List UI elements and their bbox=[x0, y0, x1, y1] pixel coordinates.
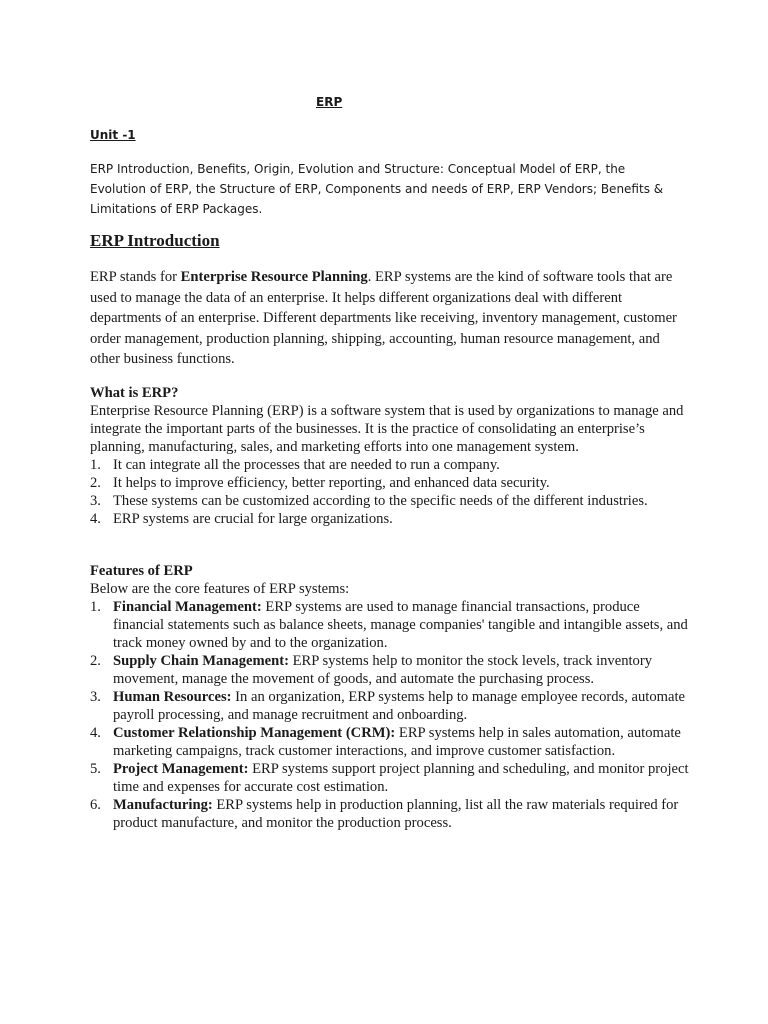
feature-number: 1. bbox=[90, 599, 101, 615]
feature-item bbox=[90, 598, 690, 652]
feature-item bbox=[90, 652, 690, 688]
feature-title: Human Resources: bbox=[113, 689, 232, 705]
intro-rest: . ERP systems are the kind of software tools that are used to manage the data of an enterprise. It helps different organizations deal with different departments of an enterprise. Different departments like receiving, inventory management, customer order management, production planning, shipping, accounting, human resource management, and other business functions. bbox=[90, 269, 677, 368]
intro-lead: ERP stands for bbox=[90, 269, 181, 285]
what-is-erp-section bbox=[90, 384, 690, 528]
feature-title: Manufacturing: bbox=[113, 797, 213, 813]
feature-text: ERP systems are used to manage financial transactions, produce financial statements such as balance sheets, manage companies' tangible and intangible assets, and track money owned by and to the organization. bbox=[113, 599, 688, 651]
feature-text: ERP systems support project planning and scheduling, and monitor project time and expenses for accurate cost estimation. bbox=[113, 761, 689, 795]
feature-text: ERP systems help to monitor the stock levels, track inventory movement, manage the movement of goods, and automate the purchasing process. bbox=[113, 653, 653, 687]
unit-label: Unit -1 bbox=[90, 128, 136, 142]
feature-number: 6. bbox=[90, 797, 101, 813]
list-item bbox=[90, 492, 690, 510]
features-intro: Below are the core features of ERP systems: bbox=[90, 581, 350, 597]
feature-title: Project Management: bbox=[113, 761, 249, 777]
feature-number: 5. bbox=[90, 761, 101, 777]
syllabus-text: ERP Introduction, Benefits, Origin, Evolution and Structure: Conceptual Model of ERP, the Evolution of ERP, the Structure of ERP, Components and needs of ERP, ERP Vendors; Benefits & Limitations of ERP Packages. bbox=[90, 162, 664, 216]
list-item-number: 4. bbox=[90, 511, 101, 527]
list-item-number: 3. bbox=[90, 493, 101, 509]
list-item bbox=[90, 510, 690, 528]
feature-item bbox=[90, 796, 690, 832]
intro-paragraph bbox=[90, 267, 690, 370]
features-heading: Features of ERP bbox=[90, 563, 193, 579]
list-item-number: 1. bbox=[90, 457, 101, 473]
features-section bbox=[90, 562, 690, 832]
document-title: ERP bbox=[316, 95, 343, 109]
features-list bbox=[90, 598, 690, 832]
what-is-erp-heading: What is ERP? bbox=[90, 385, 179, 401]
feature-item bbox=[90, 724, 690, 760]
feature-title: Supply Chain Management: bbox=[113, 653, 289, 669]
feature-number: 2. bbox=[90, 653, 101, 669]
feature-text: In an organization, ERP systems help to manage employee records, automate payroll processing, and manage recruitment and onboarding. bbox=[113, 689, 686, 723]
list-item-number: 2. bbox=[90, 475, 101, 491]
feature-number: 4. bbox=[90, 725, 101, 741]
list-item-text: It helps to improve efficiency, better reporting, and enhanced data security. bbox=[113, 475, 550, 491]
feature-number: 3. bbox=[90, 689, 101, 705]
intro-heading: ERP Introduction bbox=[90, 231, 220, 250]
what-is-erp-list bbox=[90, 456, 690, 528]
list-item bbox=[90, 474, 690, 492]
list-item-text: ERP systems are crucial for large organizations. bbox=[113, 511, 393, 527]
feature-title: Financial Management: bbox=[113, 599, 262, 615]
feature-title: Customer Relationship Management (CRM): bbox=[113, 725, 396, 741]
what-is-erp-paragraph: Enterprise Resource Planning (ERP) is a software system that is used by organizations to manage and integrate the important parts of the businesses. It is the practice of consolidating an enterprise’s planning, manufacturing, sales, and marketing efforts into one management system. bbox=[90, 403, 684, 455]
feature-item bbox=[90, 688, 690, 724]
list-item-text: It can integrate all the processes that are needed to run a company. bbox=[113, 457, 500, 473]
list-item bbox=[90, 456, 690, 474]
intro-bold-term: Enterprise Resource Planning bbox=[180, 269, 368, 285]
feature-text: ERP systems help in production planning, list all the raw materials required for product manufacture, and monitor the production process. bbox=[113, 797, 679, 831]
list-item-text: These systems can be customized according to the specific needs of the different industries. bbox=[113, 493, 648, 509]
feature-item bbox=[90, 760, 690, 796]
feature-text: ERP systems help in sales automation, automate marketing campaigns, track customer interactions, and improve customer satisfaction. bbox=[113, 725, 681, 759]
